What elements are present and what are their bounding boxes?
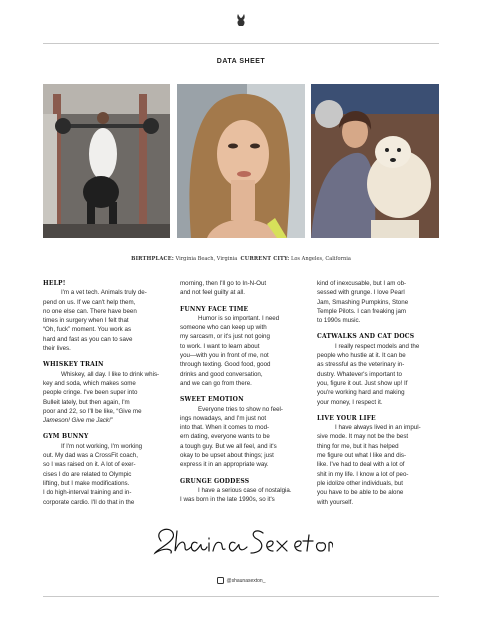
section-line: Humor is so important. I need [198, 314, 280, 322]
section-heading-gym: GYM BUNNY [43, 433, 89, 441]
section-line: Jameson! Give me Jack!” [43, 417, 113, 425]
section-line: I have always lived in an impul- [335, 424, 421, 432]
section-line: as stressful as the veterinary in- [317, 361, 405, 369]
handwritten-signature [151, 521, 333, 557]
section-line: me figure out what I like and dis- [317, 452, 407, 460]
section-heading-whiskey: WHISKEY TRAIN [43, 361, 104, 369]
section-line: their lives. [43, 345, 71, 353]
vet-with-dog-photo [311, 84, 439, 238]
section-line: I was born in the late 1990s, so it's [180, 496, 275, 504]
section-line: I have a serious case of nostalgia. [198, 486, 292, 494]
section-line: cises I do are related to Olympic [43, 470, 132, 478]
section-line: Everyone tries to show no feel- [198, 405, 283, 413]
section-line: morning, then I'll go to In-N-Out [180, 280, 267, 287]
section-heading-catwalks: CATWALKS AND CAT DOCS [317, 333, 415, 341]
section-line: Bulleit lately, but then again, I'm [43, 398, 130, 406]
section-line: pend on us. If we can't help them, [43, 298, 136, 306]
section-line: into that. When it comes to mod- [180, 424, 270, 432]
section-line: kind of inexcusable, but I am ob- [317, 280, 407, 287]
column-2 [180, 279, 302, 505]
section-line: If I'm not working, I'm working [61, 442, 143, 450]
section-line: a tough guy. But we all feel, and it's [180, 442, 277, 450]
section-line: drinks and good conversation, [180, 370, 263, 378]
section-line: you're working hard and making [317, 389, 405, 397]
section-line: I'm a vet tech. Animals truly de- [61, 289, 147, 297]
birthplace-line [0, 256, 482, 262]
page-title: DATA SHEET [216, 58, 266, 65]
bottom-rule [43, 596, 439, 597]
section-line: “Oh, fuck” moment. You work as [43, 326, 132, 334]
top-rule [43, 43, 439, 44]
section-line: like. I've had to deal with a lot of [317, 461, 405, 469]
section-line: times in surgery when I felt that [43, 317, 129, 325]
section-line: ple idolize other individuals, but [317, 479, 403, 487]
section-heading-live: LIVE YOUR LIFE [317, 414, 376, 422]
gym-squat-photo [43, 84, 170, 238]
current-city-label: CURRENT CITY: [240, 256, 290, 262]
section-line: someone who can keep up with [180, 324, 267, 332]
section-line: you—with you in front of me, not [180, 352, 269, 360]
section-line: no one else can. There have been [43, 307, 137, 315]
section-line: so I was raised on it. A lot of exer- [43, 461, 136, 469]
section-line: you, figure it out. Just show up! If [317, 379, 408, 387]
section-line: okay to be upset about things; just [180, 452, 274, 460]
section-line: my sarcasm, or it's just not going [180, 333, 270, 341]
section-line: you have to be able to be alone [317, 489, 404, 497]
section-line: to work. I want to learn about [180, 342, 260, 350]
section-line: Jam, Smashing Pumpkins, Stone [317, 298, 409, 306]
section-line: sessed with grunge. I love Pearl [317, 289, 405, 297]
section-line: ings nowadays, and I'm just not [180, 414, 267, 422]
section-heading-funny: FUNNY FACE TIME [180, 305, 249, 313]
current-city-value: Los Angeles, California [290, 256, 351, 262]
section-line: Temple Pilots. I can freaking jam [317, 307, 407, 315]
section-line: poor and 22, so I'll be like, “Give me [43, 407, 142, 415]
column-3 [317, 279, 439, 507]
section-line: corporate cardio. I'll do that in the [43, 498, 135, 506]
portrait-photo [177, 84, 305, 238]
section-line: dustry. Whatever's important to [317, 370, 402, 378]
section-line: key and soda, which makes some [43, 379, 136, 387]
section-line: I do high-interval training and in- [43, 489, 132, 497]
column-1 [43, 279, 165, 507]
section-line: through texting. Good food, good [180, 361, 271, 369]
section-line: out. My dad was a CrossFit coach, [43, 452, 138, 460]
section-line: and not feel guilty at all. [180, 289, 246, 297]
section-line: to 1990s music. [317, 317, 361, 325]
section-line: lifting, but I make modifications. [43, 479, 130, 487]
social-handle [0, 577, 482, 584]
section-line: and we can go from there. [180, 379, 252, 387]
section-line: hard and fast as you can to save [43, 335, 133, 343]
birthplace-label: BIRTHPLACE: [131, 256, 174, 262]
instagram-handle: @shaunasexton_ [226, 577, 266, 584]
section-heading-grunge: GRUNGE GODDESS [180, 477, 250, 485]
rabbit-head-icon [233, 12, 249, 28]
section-line: your money, I respect it. [317, 398, 383, 406]
section-line: shit in my life. I know a lot of peo- [317, 470, 409, 478]
section-line: people cringe. I've been super into [43, 389, 138, 397]
section-line: I really respect models and the [335, 342, 420, 350]
birthplace-value: Virginia Beach, Virginia [175, 256, 238, 262]
section-line: sive mode. It may not be the best [317, 433, 409, 441]
section-line: with yourself. [317, 498, 354, 506]
section-heading-sweet: SWEET EMOTION [180, 396, 244, 404]
section-heading-help: HELP! [43, 280, 66, 287]
instagram-icon [217, 577, 224, 584]
section-line: thing for me, but it has helped [317, 442, 399, 450]
section-line: ern dating, everyone wants to be [180, 433, 270, 441]
section-line: people who hustle at it. It can be [317, 352, 406, 360]
section-line: express it in an appropriate way. [180, 461, 269, 469]
section-line: Whiskey, all day. I like to drink whis- [61, 370, 160, 378]
